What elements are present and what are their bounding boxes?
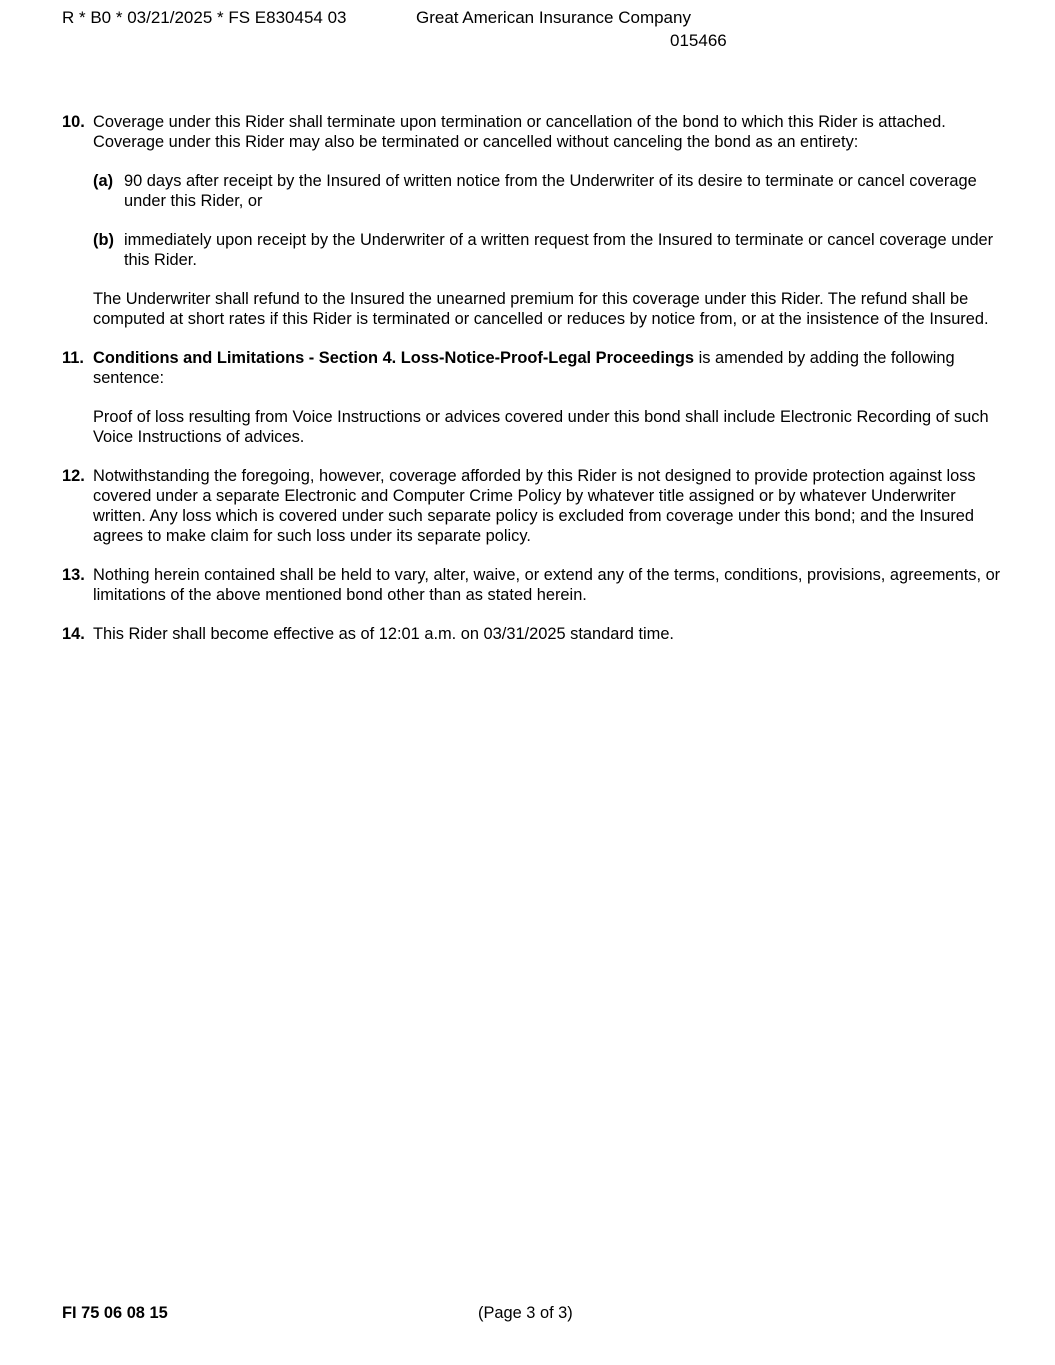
form-number: FI 75 06 08 15 xyxy=(62,1304,168,1322)
document-code: R * B0 * 03/21/2025 * FS E830454 03 xyxy=(62,8,347,27)
clause-10 xyxy=(62,112,1002,329)
clause-intro xyxy=(93,348,1002,388)
clause-number: 11. xyxy=(62,349,84,367)
clause-text: Notwithstanding the foregoing, however, coverage afforded by this Rider is not designed to provide protection against loss covered under a separate Electronic and Computer Crime Policy by whatever title assigned or by whatever Underwriter written. Any loss which is covered under such separate policy is excluded from coverage under this bond; and the Insured agrees to make claim for such loss under its separate policy. xyxy=(93,467,976,545)
clause-14 xyxy=(62,624,1002,644)
clause-text: This Rider shall become effective as of 12:01 a.m. on 03/31/2025 standard time. xyxy=(93,625,674,643)
subclause-a xyxy=(93,171,1002,211)
subclause-b xyxy=(93,230,1002,270)
subclause-text: 90 days after receipt by the Insured of written notice from the Underwriter of its desire to terminate or cancel coverage under this Rider, or xyxy=(124,172,977,210)
clause-number: 13. xyxy=(62,566,85,584)
clause-number: 10. xyxy=(62,113,85,131)
clause-intro-rest: is amended by adding the following sentence: xyxy=(93,349,955,387)
page-indicator: (Page 3 of 3) xyxy=(478,1304,573,1322)
subclause-text: immediately upon receipt by the Underwriter of a written request from the Insured to terminate or cancel coverage under this Rider. xyxy=(124,231,994,269)
clause-content xyxy=(93,112,1002,329)
clause-content xyxy=(93,348,1002,447)
clause-heading: Conditions and Limitations - Section 4. Loss-Notice-Proof-Legal Proceedings xyxy=(93,349,695,367)
clause-intro: Coverage under this Rider shall terminate upon termination or cancellation of the bond to which this Rider is attached. Coverage under this Rider may also be terminated or cancelled without canceling the bond as an entirety: xyxy=(93,113,946,151)
clause-paragraph: Proof of loss resulting from Voice Instructions or advices covered under this bond shall include Electronic Recording of such Voice Instructions of advices. xyxy=(93,408,989,446)
clause-number: 12. xyxy=(62,467,85,485)
company-name: Great American Insurance Company xyxy=(416,8,691,27)
clause-11 xyxy=(62,348,1002,447)
clause-number: 14. xyxy=(62,625,85,643)
clause-13 xyxy=(62,565,1002,605)
document-number: 015466 xyxy=(670,31,727,50)
subclause-label: (a) xyxy=(93,172,114,190)
rider-body xyxy=(62,112,1002,663)
clause-text: Nothing herein contained shall be held to vary, alter, waive, or extend any of the terms, conditions, provisions, agreements, or limitations of the above mentioned bond other than as stated herein. xyxy=(93,566,1001,604)
clause-12 xyxy=(62,466,1002,546)
clause-outro: The Underwriter shall refund to the Insured the unearned premium for this coverage under this Rider. The refund shall be computed at short rates if this Rider is terminated or cancelled or reduces by notice from, or at the insistence of the Insured. xyxy=(93,290,989,328)
subclause-label: (b) xyxy=(93,231,114,249)
